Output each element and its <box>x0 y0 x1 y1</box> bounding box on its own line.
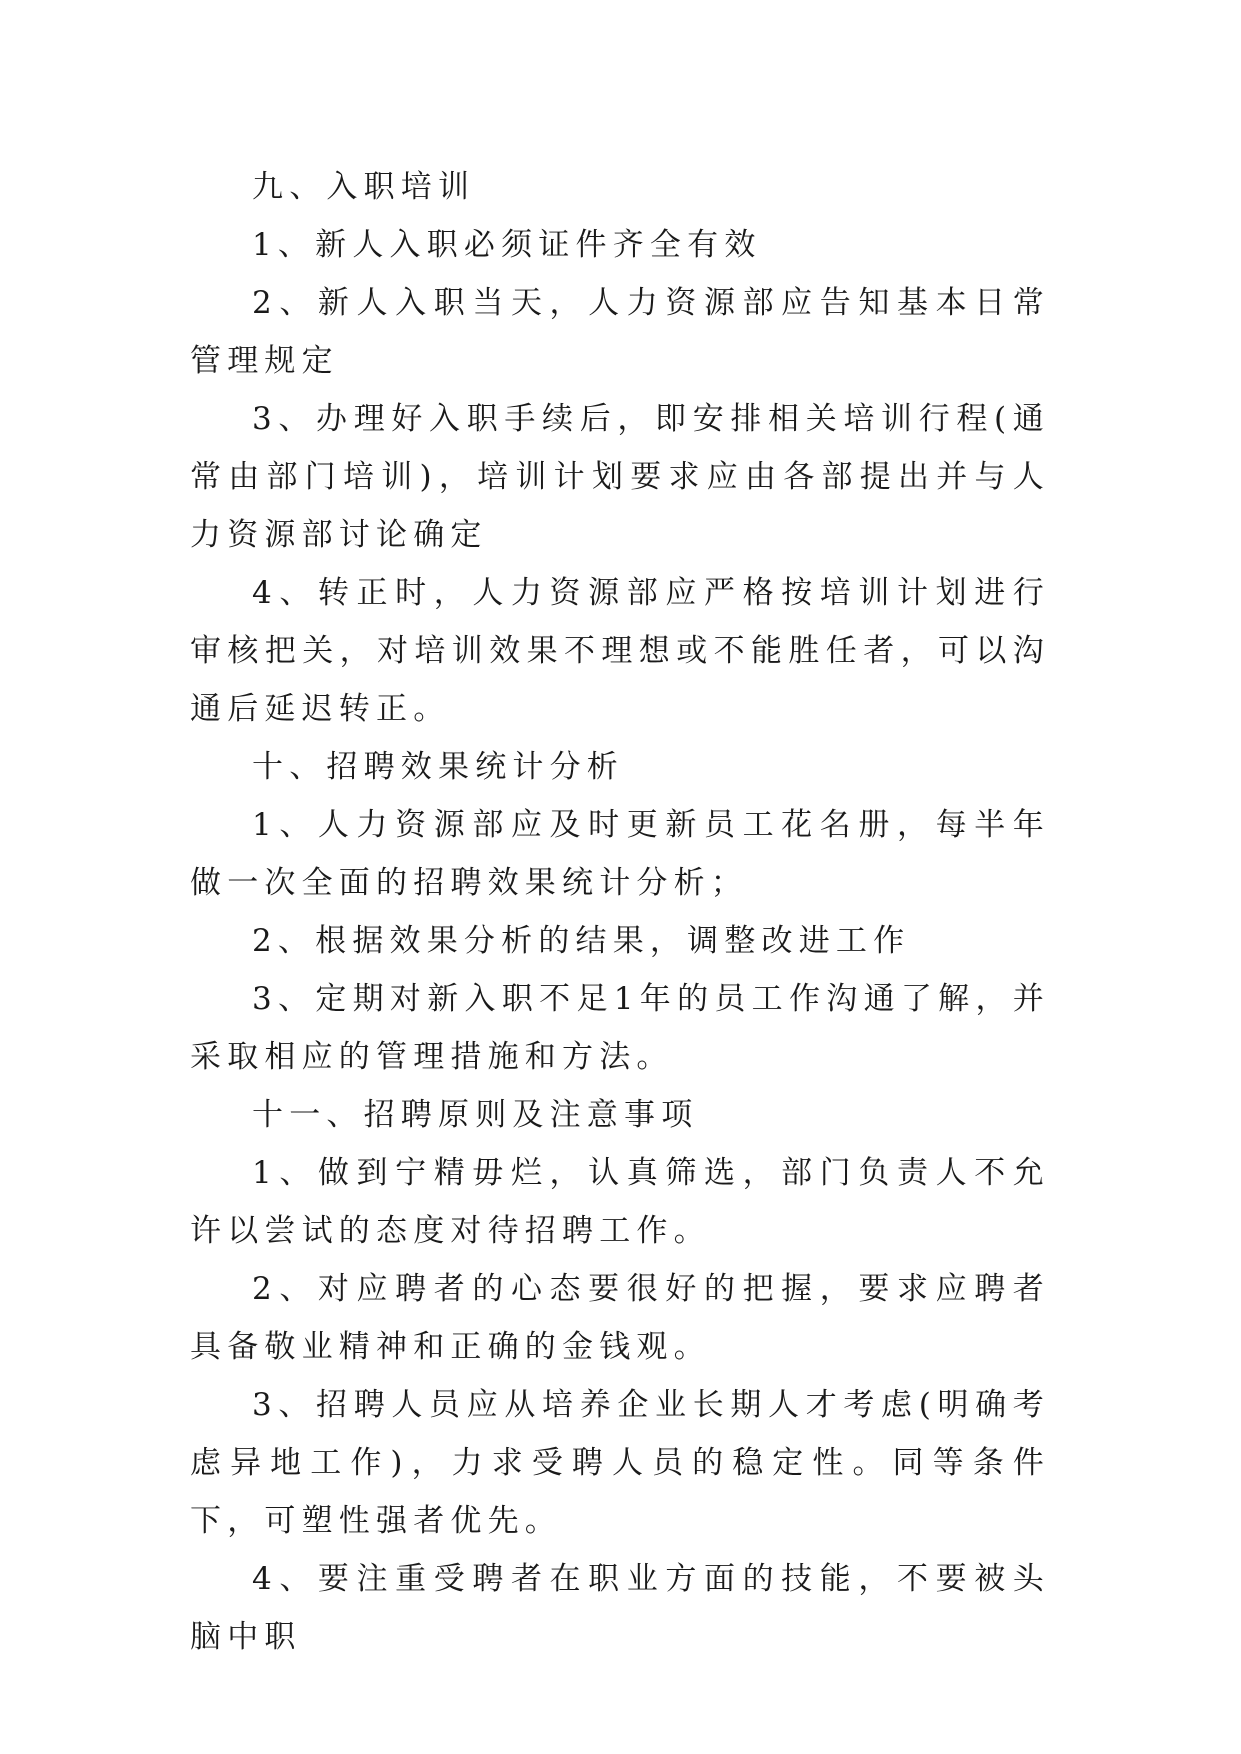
paragraph: 2、根据效果分析的结果，调整改进工作 <box>252 923 911 959</box>
paragraph: 2、对应聘者的心态要很好的把握，要求应聘者具备敬业精神和正确的金钱观。 <box>190 1271 1050 1365</box>
section-heading-recruitment-principles: 十一、招聘原则及注意事项 <box>252 1097 699 1133</box>
paragraph: 4、要注重受聘者在职业方面的技能，不要被头脑中职 <box>190 1561 1050 1655</box>
paragraph: 1、人力资源部应及时更新员工花名册，每半年做一次全面的招聘效果统计分析； <box>190 807 1050 901</box>
paragraph: 2、新人入职当天，人力资源部应告知基本日常管理规定 <box>190 285 1050 379</box>
section-heading-recruitment-analysis: 十、招聘效果统计分析 <box>252 749 624 785</box>
paragraph: 3、办理好入职手续后，即安排相关培训行程(通常由部门培训)，培训计划要求应由各部提出并与人力资源部讨论确定 <box>190 401 1050 553</box>
paragraph: 1、做到宁精毋烂，认真筛选，部门负责人不允许以尝试的态度对待招聘工作。 <box>190 1155 1050 1249</box>
paragraph: 3、定期对新入职不足1年的员工作沟通了解，并采取相应的管理措施和方法。 <box>190 981 1050 1075</box>
paragraph: 4、转正时，人力资源部应严格按培训计划进行审核把关，对培训效果不理想或不能胜任者，可以沟通后延迟转正。 <box>190 575 1050 727</box>
document-body <box>190 158 1050 1666</box>
paragraph: 3、招聘人员应从培养企业长期人才考虑(明确考虑异地工作)，力求受聘人员的稳定性。同等条件下，可塑性强者优先。 <box>190 1387 1050 1539</box>
paragraph: 1、新人入职必须证件齐全有效 <box>252 227 762 263</box>
section-heading-onboarding-training: 九、入职培训 <box>252 169 476 205</box>
